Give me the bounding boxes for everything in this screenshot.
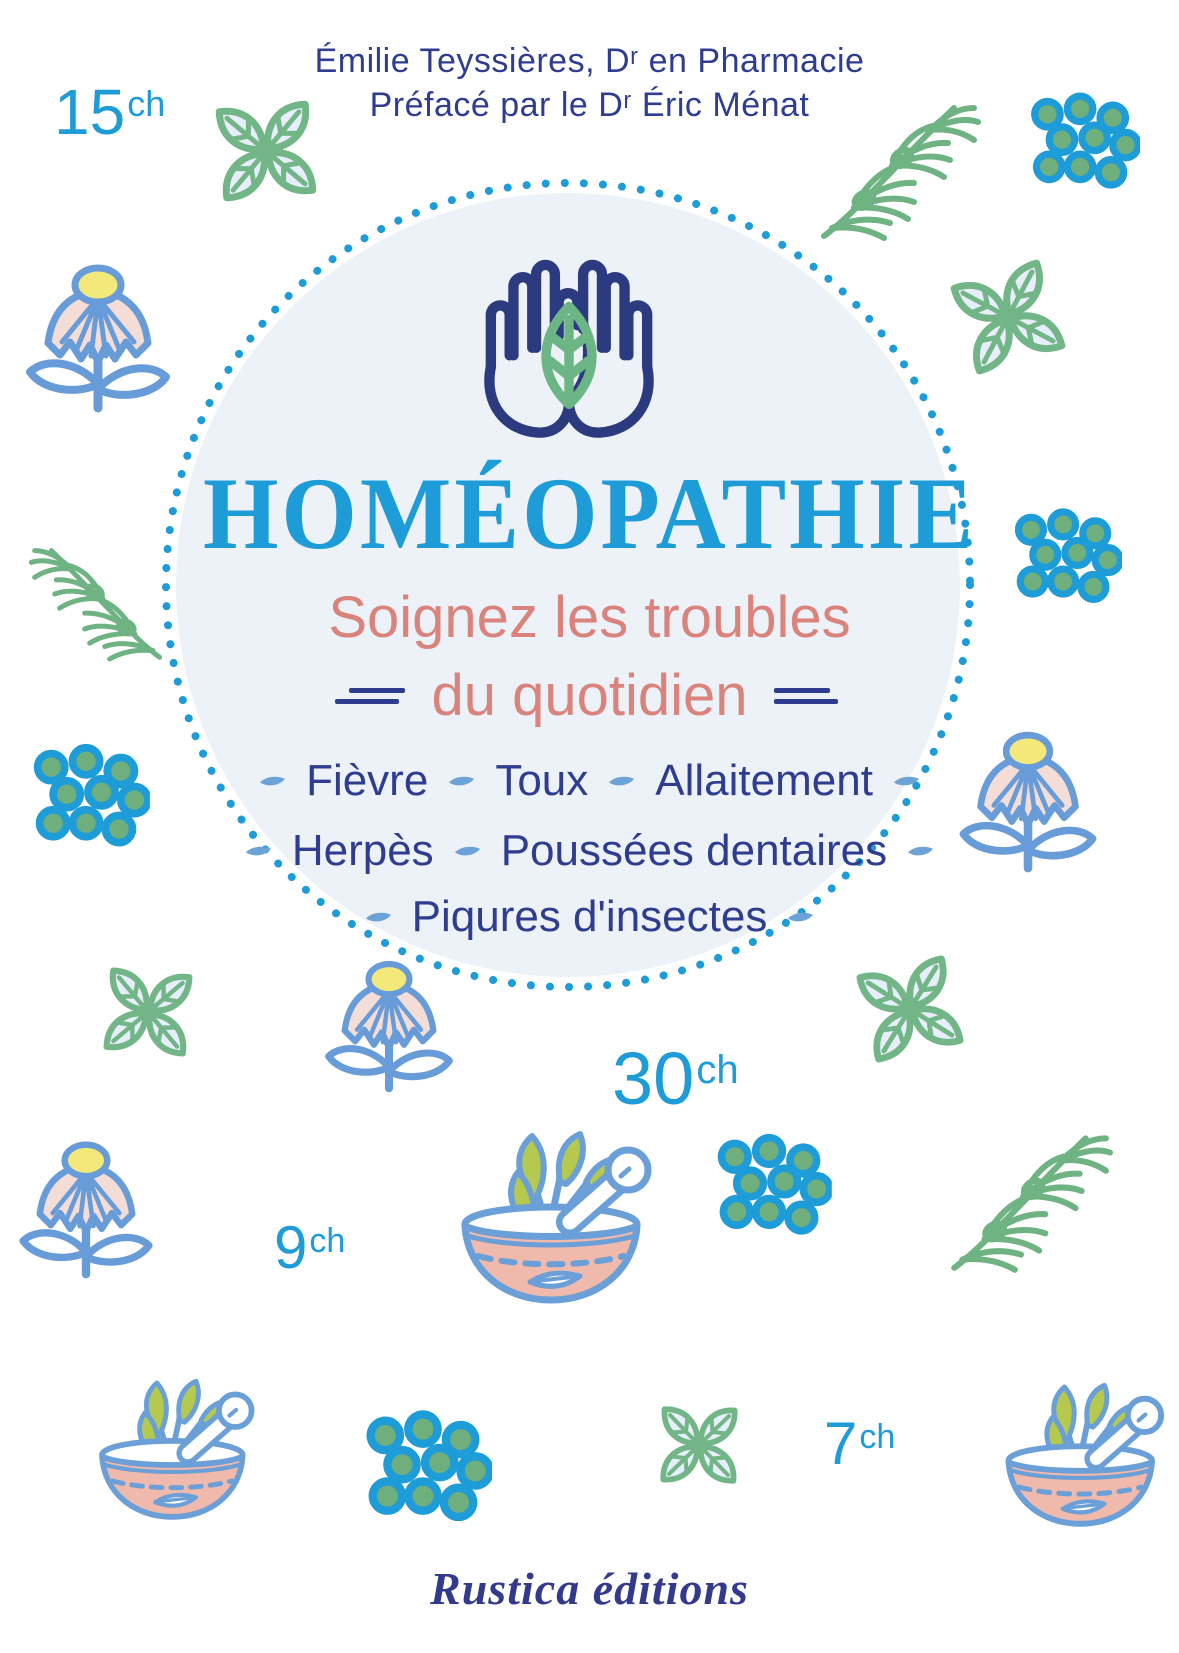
potency-9ch: [274, 1214, 346, 1281]
topic-allaitement: Allaitement: [655, 756, 873, 805]
leaf-bullet-icon: [259, 774, 286, 789]
leaf-bullet-icon: [893, 774, 920, 789]
mint-leaves-icon: [637, 1386, 761, 1503]
leaf-bullet-icon: [365, 910, 392, 925]
mortar-pestle-icon: [448, 1130, 663, 1305]
pine-sprig-icon: [802, 86, 982, 246]
mint-leaves-icon: [77, 944, 219, 1080]
granules-cluster-icon: [708, 1132, 832, 1248]
topic-fievre: Fièvre: [306, 756, 429, 805]
author-line: Émilie Teyssières, Dʳ en Pharmacie: [314, 42, 865, 80]
mint-leaves-icon: [834, 937, 986, 1081]
potency-value: 15: [54, 76, 126, 148]
potency-value: 30: [612, 1037, 695, 1120]
mortar-pestle-icon: [88, 1378, 264, 1521]
subtitle-line1: Soignez les troubles: [328, 585, 851, 650]
mint-leaves-icon: [926, 239, 1090, 395]
potency-value: 7: [824, 1410, 858, 1477]
leaf-bullet-icon: [448, 774, 475, 789]
mortar-pestle-icon: [994, 1382, 1174, 1528]
potency-7ch: [824, 1410, 896, 1477]
echinacea-flower-icon: [318, 946, 460, 1093]
granules-cluster-icon: [1006, 506, 1122, 616]
book-title: HOMÉOPATHIE: [202, 456, 977, 571]
echinacea-flower-icon: [18, 248, 178, 413]
leaf-bullet-icon: [608, 774, 635, 789]
topics-row-3: [0, 892, 1179, 942]
granules-cluster-icon: [1022, 90, 1140, 202]
topic-herpes: Herpès: [291, 826, 434, 875]
pine-sprig-icon: [932, 1116, 1114, 1278]
subtitle-line2: du quotidien: [431, 663, 748, 728]
topic-poussees-dentaires: Poussées dentaires: [500, 826, 888, 875]
hands-holding-leaf-icon: [450, 216, 688, 442]
mint-leaves-icon: [196, 86, 336, 216]
potency-30ch: [612, 1037, 739, 1120]
granules-cluster-icon: [24, 742, 150, 860]
leaf-bullet-icon: [787, 910, 814, 925]
potency-unit: ch: [127, 83, 166, 124]
potency-unit: ch: [696, 1048, 739, 1092]
echinacea-flower-icon: [12, 1126, 160, 1279]
leaf-bullet-icon: [907, 844, 934, 859]
leaf-bullet-icon: [245, 844, 272, 859]
potency-unit: ch: [309, 1222, 346, 1260]
leaf-bullet-icon: [454, 844, 481, 859]
potency-unit: ch: [859, 1418, 896, 1456]
echinacea-flower-icon: [952, 716, 1104, 873]
double-line-right: [774, 688, 844, 704]
double-line-left: [335, 688, 405, 704]
potency-15ch: [54, 76, 166, 148]
preface-line: Préfacé par le Dʳ Éric Ménat: [369, 86, 810, 124]
topic-piqures-insectes: Piqures d'insectes: [411, 892, 768, 941]
publisher-logo: Rustica éditions: [430, 1563, 749, 1614]
topic-toux: Toux: [495, 756, 589, 805]
pine-sprig-icon: [28, 532, 178, 666]
granules-cluster-icon: [356, 1408, 492, 1536]
potency-value: 9: [274, 1214, 308, 1281]
